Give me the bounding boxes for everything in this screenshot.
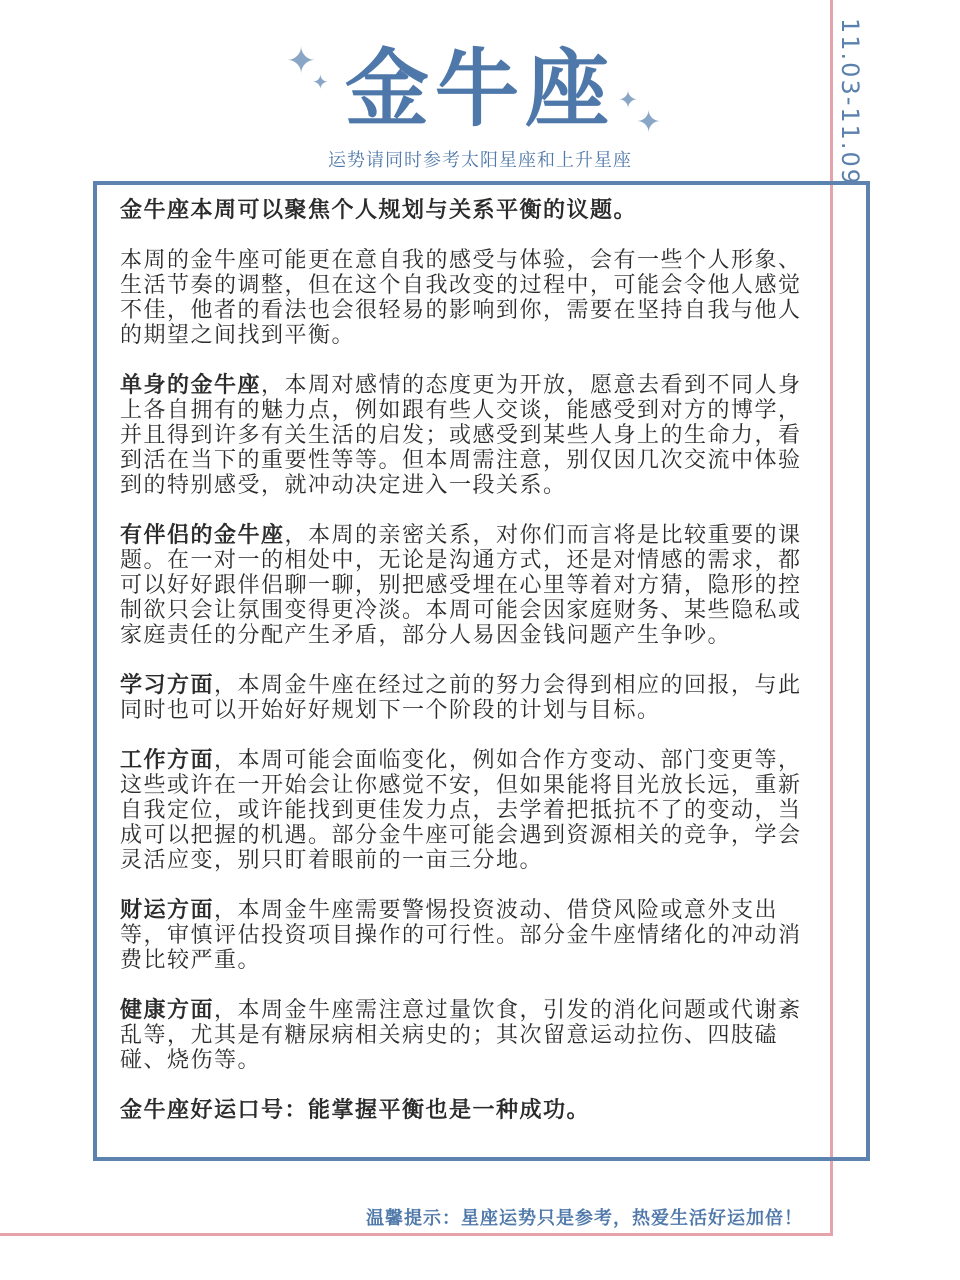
section-text: ，本周的亲密关系，对你们而言将是比较重要的课题。在一对一的相处中，无论是沟通方式，还是对情感的需求，都可以好好跟伴侣聊一聊，别把感受埋在心里等着对方猜，隐形的控制欲只会让氛围变得更冷淡。本周可能会因家庭财务、某些隐私或家庭责任的分配产生矛盾，部分人易因金钱问题产生争吵。 bbox=[120, 523, 802, 648]
section-text: ，本周可能会面临变化，例如合作方变动、部门变更等，这些或许在一开始会让你感觉不安，但如果能将目光放长远，重新自我定位，或许能找到更佳发力点，去学着把抵抗不了的变动，当成可以把握的机遇。部分金牛座可能会遇到资源相关的竞争，学会灵活应变，别只盯着眼前的一亩三分地。 bbox=[120, 748, 802, 873]
subtitle: 运势请同时参考太阳星座和上升星座 bbox=[328, 150, 632, 171]
horoscope-content bbox=[120, 198, 820, 1123]
sparkle-icon: ✦ bbox=[636, 105, 662, 140]
section-health bbox=[120, 998, 820, 1073]
date-range: 11.03-11.09 bbox=[836, 18, 864, 187]
section-text: ，本周金牛座需要警惕投资波动、借贷风险或意外支出等，审慎评估投资项目操作的可行性。部分金牛座情绪化的冲动消费比较严重。 bbox=[120, 898, 802, 973]
section-heading: 有伴侣的金牛座 bbox=[120, 523, 285, 548]
section-single bbox=[120, 373, 820, 498]
page-title: 金牛座 bbox=[344, 40, 615, 138]
section-heading: 工作方面 bbox=[120, 748, 215, 773]
section-study bbox=[120, 673, 820, 723]
lucky-slogan: 金牛座好运口号：能掌握平衡也是一种成功。 bbox=[120, 1098, 591, 1123]
intro-paragraph: 本周的金牛座可能更在意自我的感受与体验，会有一些个人形象、生活节奏的调整，但在这个自我改变的过程中，可能会令他人感觉不佳，他者的看法也会很轻易的影响到你，需要在坚持自我与他人的期望之间找到平衡。 bbox=[120, 248, 802, 348]
section-heading: 健康方面 bbox=[120, 998, 215, 1023]
section-heading: 单身的金牛座 bbox=[120, 373, 262, 398]
footer-tip: 温馨提示：星座运势只是参考，热爱生活好运加倍！ bbox=[366, 1208, 803, 1229]
section-partnered bbox=[120, 523, 820, 648]
section-wealth bbox=[120, 898, 820, 973]
section-heading: 财运方面 bbox=[120, 898, 215, 923]
sparkle-icon: ✦ bbox=[286, 41, 317, 82]
section-work bbox=[120, 748, 820, 873]
section-text: ，本周金牛座在经过之前的努力会得到相应的回报，与此同时也可以开始好好规划下一个阶段的计划与目标。 bbox=[120, 673, 802, 723]
lead-sentence: 金牛座本周可以聚焦个人规划与关系平衡的议题。 bbox=[120, 198, 638, 223]
section-text: ，本周金牛座需注意过量饮食，引发的消化问题或代谢紊乱等，尤其是有糖尿病相关病史的；其次留意运动拉伤、四肢磕碰、烧伤等。 bbox=[120, 998, 802, 1073]
pink-horizontal-line bbox=[0, 1233, 833, 1236]
sparkle-icon: ✦ bbox=[618, 86, 639, 114]
section-heading: 学习方面 bbox=[120, 673, 215, 698]
section-text: ，本周对感情的态度更为开放，愿意去看到不同人身上各自拥有的魅力点，例如跟有些人交谈，能感受到对方的博学，并且得到许多有关生活的启发；或感受到某些人身上的生命力，看到活在当下的重要性等等。但本周需注意，别仅因几次交流中体验到的特别感受，就冲动决定进入一段关系。 bbox=[120, 373, 802, 498]
sparkle-icon: ✦ bbox=[312, 70, 329, 94]
